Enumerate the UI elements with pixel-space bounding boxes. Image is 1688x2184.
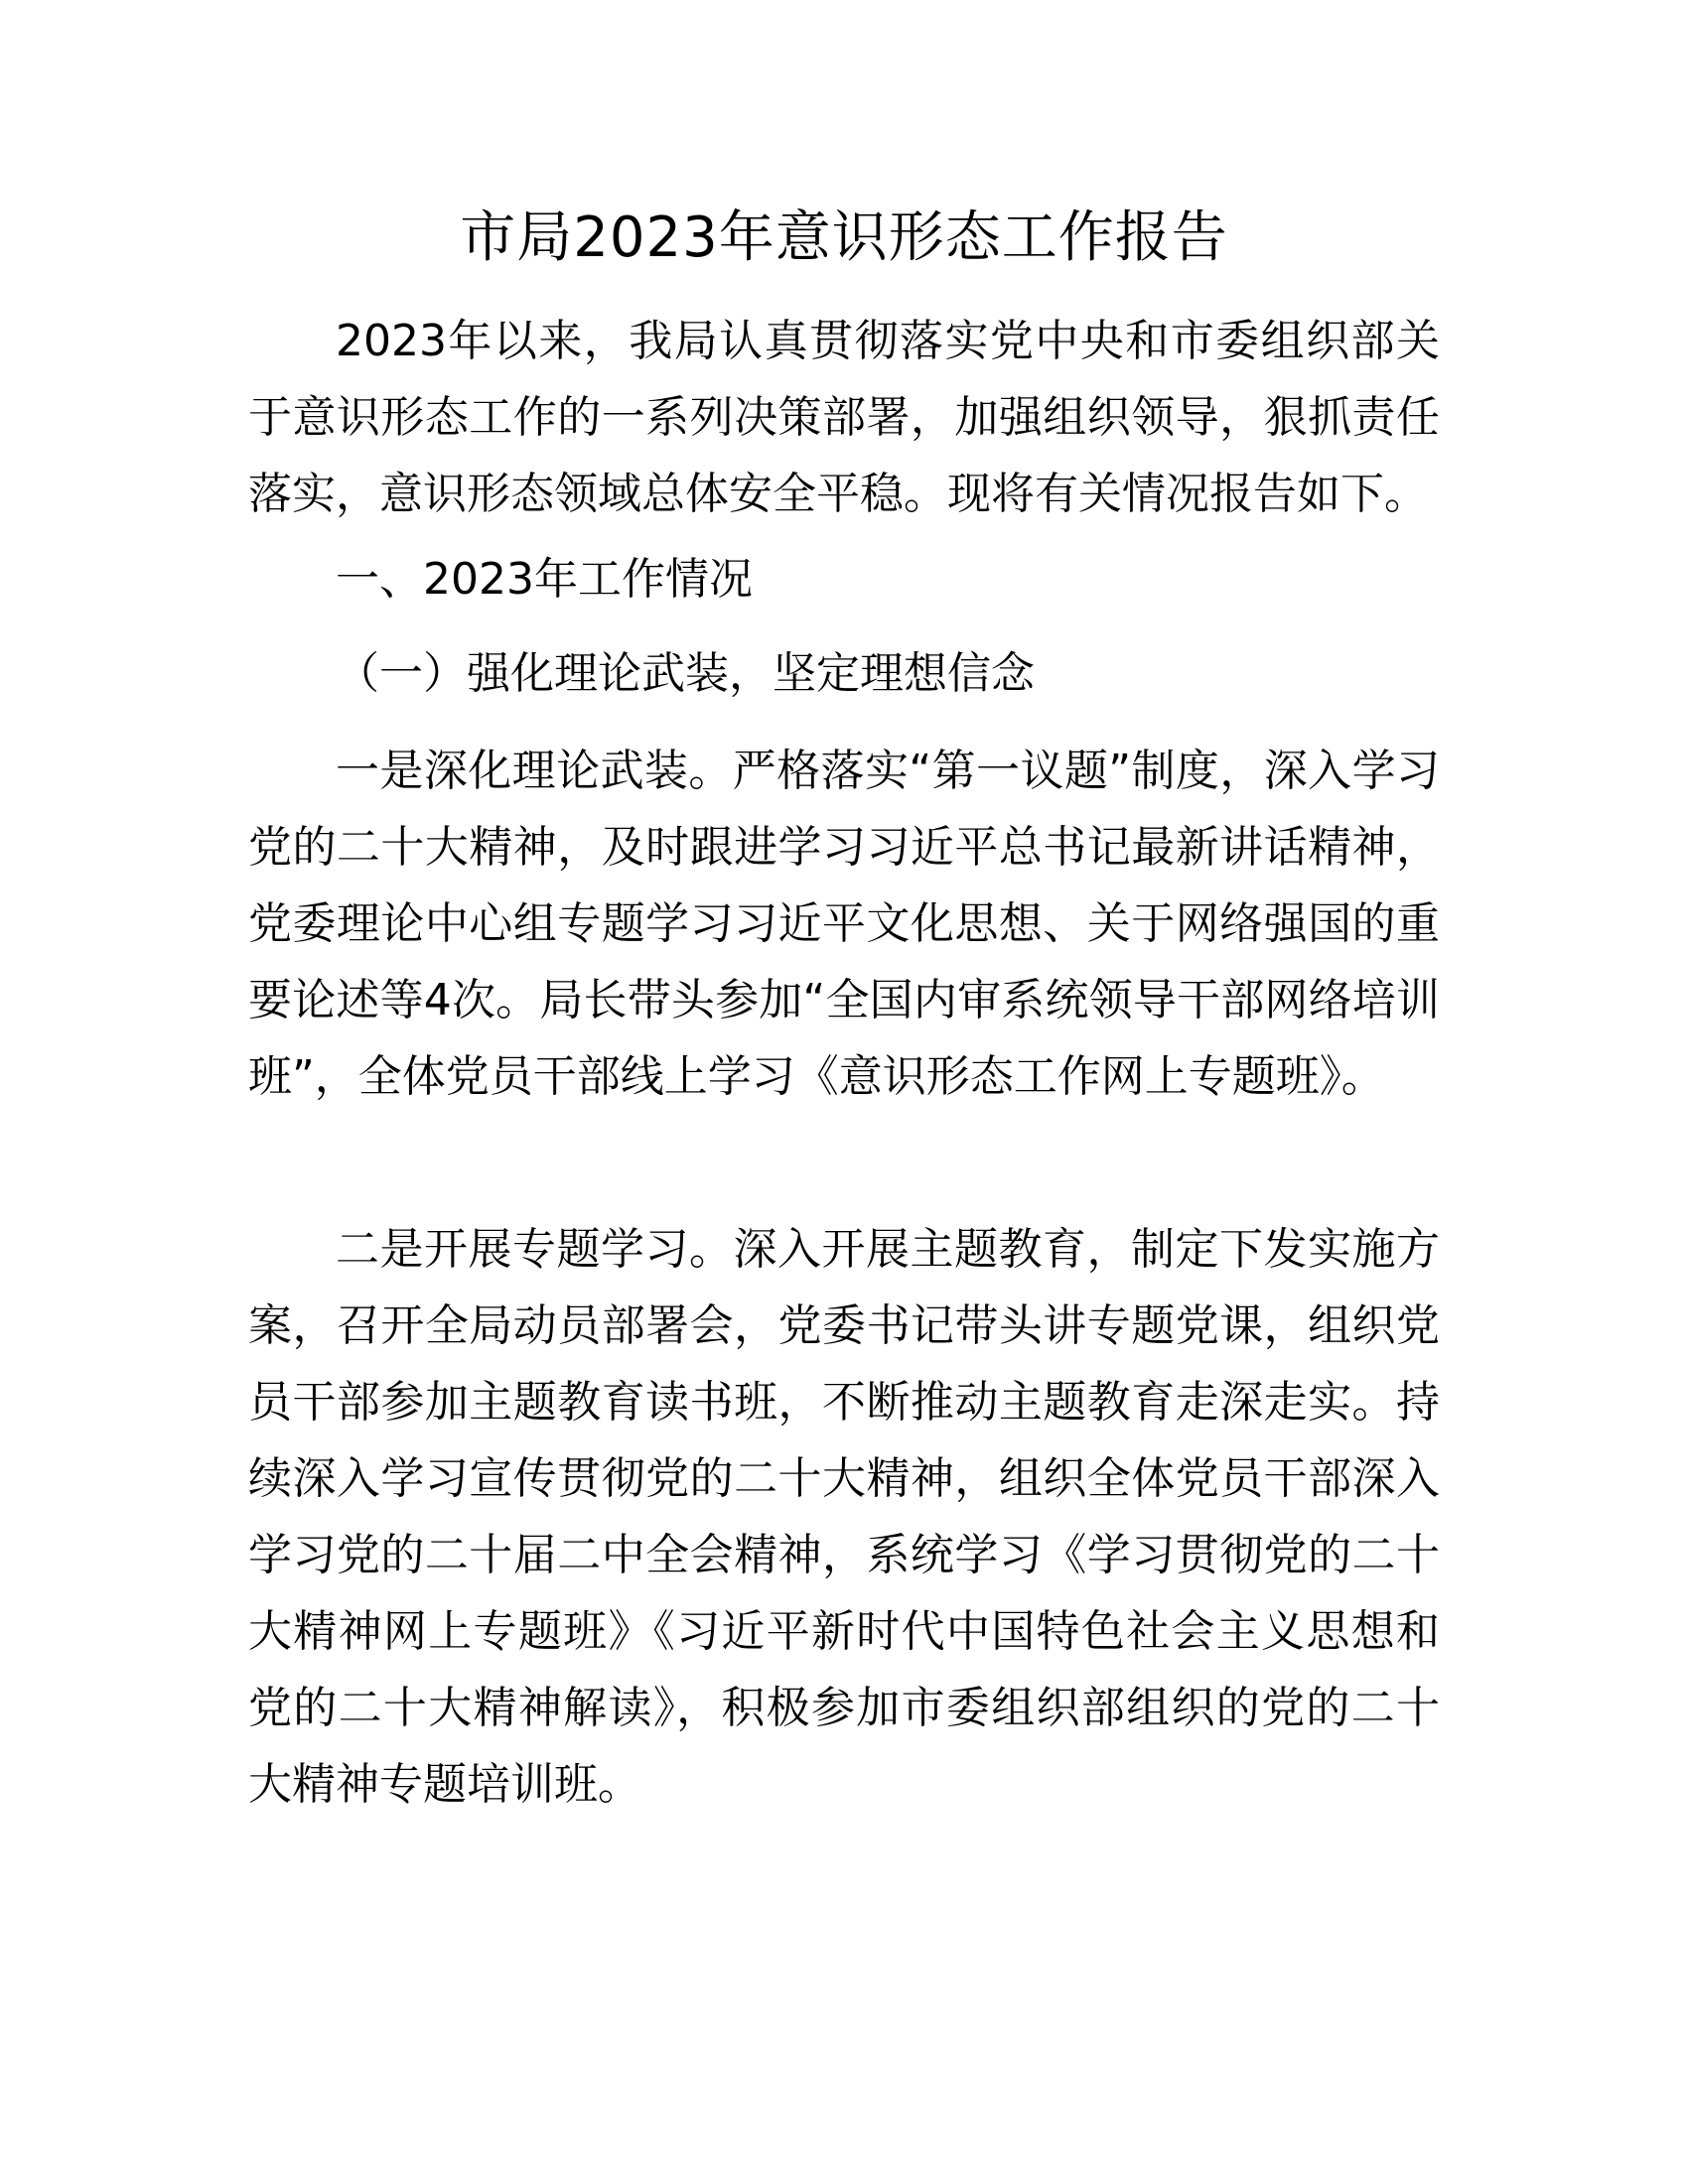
body-paragraph-1: 一是深化理论武装。严格落实“第一议题”制度，深入学习党的二十大精神，及时跟进学习习近平总书记最新讲话精神，党委理论中心组专题学习习近平文化思想、关于网络强国的重要论述等4次。局长带头参加“全国内审系统领导干部网络培训班”，全体党员干部线上学习《意识形态工作网上专题班》。 [248,746,1440,1102]
section-heading: 一、2023年工作情况 [336,554,753,605]
document-title: 市局2023年意识形态工作报告 [460,205,1228,270]
intro-paragraph: 2023年以来，我局认真贯彻落实党中央和市委组织部关于意识形态工作的一系列决策部署，加强组织领导，狠抓责任落实，意识形态领域总体安全平稳。现将有关情况报告如下。 [248,316,1440,519]
subsection-heading: （一）强化理论武装，坚定理想信念 [336,648,1035,699]
body-paragraph-2: 二是开展专题学习。深入开展主题教育，制定下发实施方案，召开全局动员部署会，党委书记带头讲专题党课，组织党员干部参加主题教育读书班，不断推动主题教育走深走实。持续深入学习宣传贯彻党的二十大精神，组织全体党员干部深入学习党的二十届二中全会精神，系统学习《学习贯彻党的二十大精神网上专题班》《习近平新时代中国特色社会主义思想和党的二十大精神解读》，积极参加市委组织部组织的党的二十大精神专题培训班。 [248,1224,1440,1810]
